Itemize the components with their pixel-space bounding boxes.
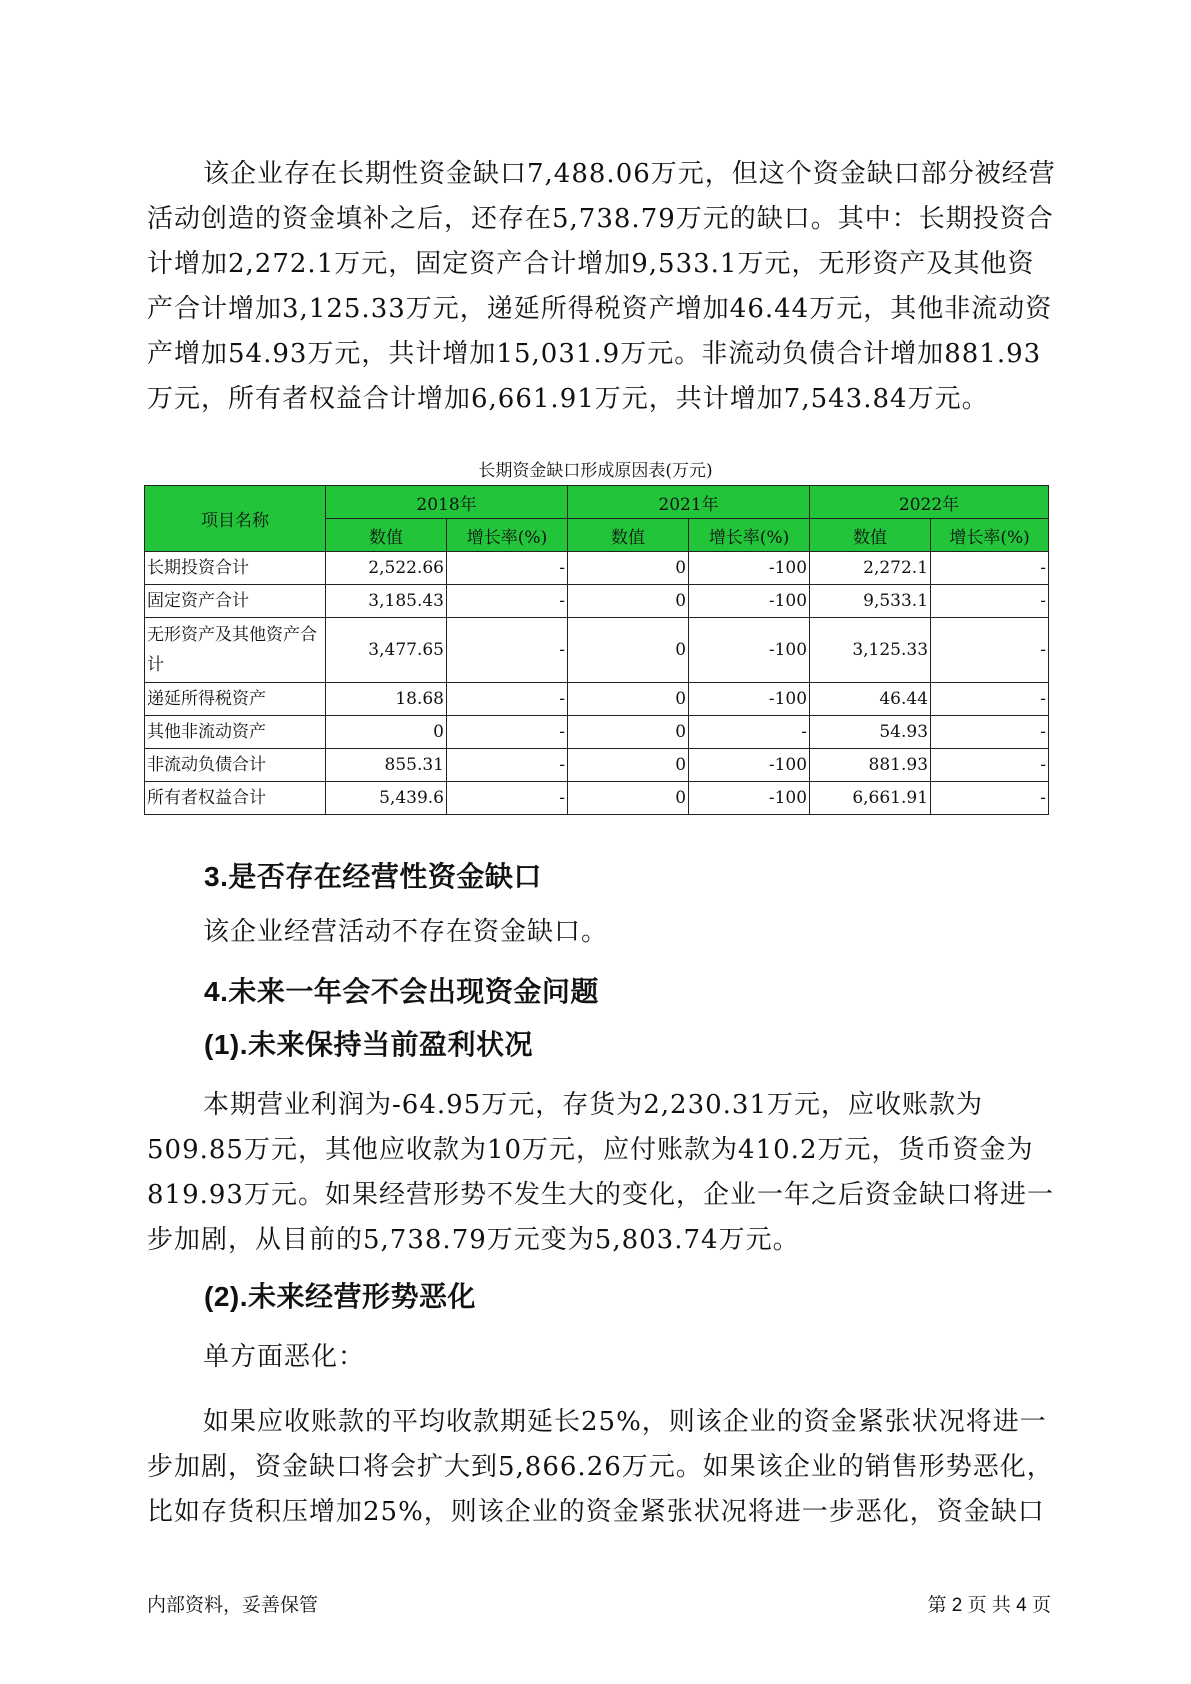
cell-value-2021: 0 — [568, 749, 689, 782]
row-name: 长期投资合计 — [145, 552, 326, 585]
cell-growth-2018: - — [447, 618, 568, 683]
cell-growth-2018: - — [447, 552, 568, 585]
subsection-heading-current-profit: (1).未来保持当前盈利状况 — [204, 1029, 534, 1060]
table-caption: 长期资金缺口形成原因表(万元) — [478, 461, 713, 481]
cell-growth-2018: - — [447, 749, 568, 782]
row-name: 非流动负债合计 — [145, 749, 326, 782]
row-name: 其他非流动资产 — [145, 716, 326, 749]
section-heading-next-year: 4.未来一年会不会出现资金问题 — [204, 976, 599, 1007]
cell-growth-2021: -100 — [689, 782, 810, 815]
cell-growth-2018: - — [447, 683, 568, 716]
paragraph-single-factor: 单方面恶化： — [203, 1342, 366, 1372]
row-name: 所有者权益合计 — [145, 782, 326, 815]
table-row — [145, 716, 1049, 749]
cell-growth-2022: - — [931, 782, 1049, 815]
header-growth: 增长率(%) — [689, 519, 810, 552]
footer-confidential-note: 内部资料，妥善保管 — [147, 1595, 319, 1616]
header-value: 数值 — [810, 519, 931, 552]
cell-value-2022: 881.93 — [810, 749, 931, 782]
cell-value-2018: 0 — [326, 716, 447, 749]
table-row — [145, 782, 1049, 815]
header-year-2022: 2022年 — [810, 486, 1049, 519]
cell-value-2018: 5,439.6 — [326, 782, 447, 815]
cell-growth-2021: -100 — [689, 683, 810, 716]
cell-value-2018: 3,185.43 — [326, 585, 447, 618]
cell-value-2018: 18.68 — [326, 683, 447, 716]
cell-value-2021: 0 — [568, 716, 689, 749]
header-item-name: 项目名称 — [145, 486, 326, 552]
header-year-2018: 2018年 — [326, 486, 568, 519]
cell-growth-2021: -100 — [689, 618, 810, 683]
cell-growth-2022: - — [931, 749, 1049, 782]
cell-growth-2022: - — [931, 618, 1049, 683]
cell-growth-2018: - — [447, 585, 568, 618]
cell-value-2018: 855.31 — [326, 749, 447, 782]
cell-value-2022: 54.93 — [810, 716, 931, 749]
footer-page-number: 第 2 页 共 4 页 — [927, 1595, 1051, 1616]
cell-growth-2021: -100 — [689, 552, 810, 585]
table-row — [145, 585, 1049, 618]
cell-value-2021: 0 — [568, 683, 689, 716]
row-name: 固定资产合计 — [145, 585, 326, 618]
table-row — [145, 749, 1049, 782]
cell-value-2021: 0 — [568, 618, 689, 683]
header-growth: 增长率(%) — [447, 519, 568, 552]
header-value: 数值 — [568, 519, 689, 552]
long-term-gap-table — [144, 485, 1049, 815]
cell-value-2018: 2,522.66 — [326, 552, 447, 585]
paragraph-current-profit: 本期营业利润为-64.95万元，存货为2,230.31万元，应收账款为509.85万元，其他应收款为10万元，应付账款为410.2万元，货币资金为819.93万元。如果经营形势不发生大的变化，企业一年之后资金缺口将进一步加剧，从目前的5,738.79万元变为5,803.74万元。 — [147, 1090, 1054, 1255]
cell-value-2022: 9,533.1 — [810, 585, 931, 618]
cell-growth-2018: - — [447, 782, 568, 815]
cell-growth-2021: - — [689, 716, 810, 749]
header-value: 数值 — [326, 519, 447, 552]
table-row — [145, 552, 1049, 585]
cell-value-2018: 3,477.65 — [326, 618, 447, 683]
header-growth: 增长率(%) — [931, 519, 1049, 552]
row-name: 递延所得税资产 — [145, 683, 326, 716]
paragraph-no-operating-gap: 该企业经营活动不存在资金缺口。 — [203, 917, 609, 947]
table-row — [145, 683, 1049, 716]
row-name: 无形资产及其他资产合计 — [145, 618, 326, 683]
cell-value-2021: 0 — [568, 585, 689, 618]
cell-growth-2022: - — [931, 716, 1049, 749]
cell-growth-2018: - — [447, 716, 568, 749]
cell-growth-2021: -100 — [689, 749, 810, 782]
cell-growth-2021: -100 — [689, 585, 810, 618]
paragraph-long-term-gap: 该企业存在长期性资金缺口7,488.06万元，但这个资金缺口部分被经营活动创造的资金填补之后，还存在5,738.79万元的缺口。其中：长期投资合计增加2,272.1万元，固定资产合计增加9,533.1万元，无形资产及其他资产合计增加3,125.33万元，递延所得税资产增加46.44万元，其他非流动资产增加54.93万元，共计增加15,031.9万元。非流动负债合计增加881.93万元，所有者权益合计增加6,661.91万元，共计增加7,543.84万元。 — [147, 159, 1056, 414]
cell-value-2022: 46.44 — [810, 683, 931, 716]
cell-value-2021: 0 — [568, 782, 689, 815]
cell-value-2022: 6,661.91 — [810, 782, 931, 815]
cell-value-2022: 3,125.33 — [810, 618, 931, 683]
subsection-heading-worsening: (2).未来经营形势恶化 — [204, 1281, 477, 1312]
cell-growth-2022: - — [931, 552, 1049, 585]
cell-value-2021: 0 — [568, 552, 689, 585]
table-row — [145, 618, 1049, 683]
header-year-2021: 2021年 — [568, 486, 810, 519]
section-heading-operating-gap: 3.是否存在经营性资金缺口 — [204, 861, 542, 892]
cell-growth-2022: - — [931, 585, 1049, 618]
paragraph-receivables-inventory: 如果应收账款的平均收款期延长25%，则该企业的资金紧张状况将进一步加剧，资金缺口将会扩大到5,866.26万元。如果该企业的销售形势恶化，比如存货积压增加25%，则该企业的资金紧张状况将进一步恶化，资金缺口 — [147, 1407, 1054, 1527]
cell-growth-2022: - — [931, 683, 1049, 716]
cell-value-2022: 2,272.1 — [810, 552, 931, 585]
